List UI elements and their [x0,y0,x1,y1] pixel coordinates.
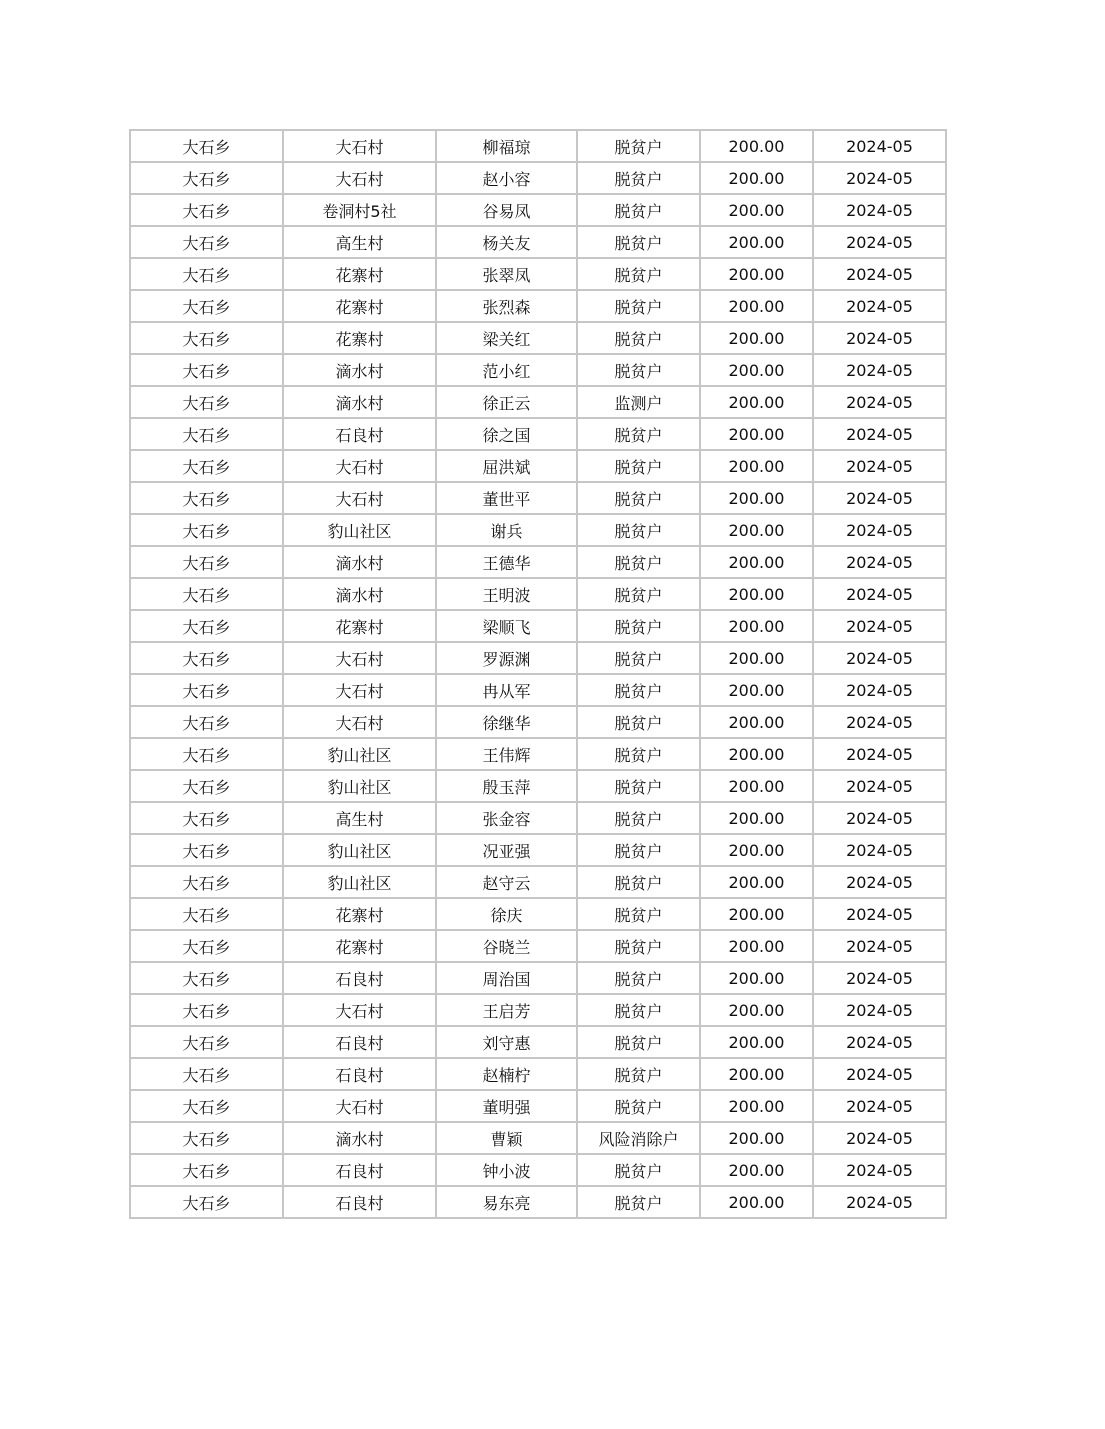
township-cell: 大石乡 [130,610,283,642]
table-body [130,130,946,1218]
township-cell: 大石乡 [130,162,283,194]
period-cell: 2024-05 [813,610,946,642]
period-cell: 2024-05 [813,994,946,1026]
village-cell: 花寨村 [283,610,436,642]
amount-cell: 200.00 [700,226,813,258]
township-cell: 大石乡 [130,546,283,578]
township-cell: 大石乡 [130,866,283,898]
village-cell: 石良村 [283,1026,436,1058]
amount-cell: 200.00 [700,546,813,578]
household-type-cell: 脱贫户 [577,130,700,162]
village-cell: 石良村 [283,1186,436,1218]
township-cell: 大石乡 [130,482,283,514]
table-row [130,930,946,962]
household-type-cell: 脱贫户 [577,1186,700,1218]
village-cell: 豹山社区 [283,834,436,866]
table-row [130,674,946,706]
name-cell: 况亚强 [436,834,577,866]
period-cell: 2024-05 [813,226,946,258]
township-cell: 大石乡 [130,1122,283,1154]
period-cell: 2024-05 [813,546,946,578]
household-type-cell: 脱贫户 [577,354,700,386]
household-type-cell: 风险消除户 [577,1122,700,1154]
name-cell: 谢兵 [436,514,577,546]
table-row [130,738,946,770]
table-row [130,514,946,546]
name-cell: 张金容 [436,802,577,834]
village-cell: 大石村 [283,162,436,194]
village-cell: 花寨村 [283,322,436,354]
table-row [130,1090,946,1122]
period-cell: 2024-05 [813,1186,946,1218]
village-cell: 石良村 [283,962,436,994]
household-type-cell: 脱贫户 [577,290,700,322]
township-cell: 大石乡 [130,258,283,290]
name-cell: 范小红 [436,354,577,386]
table-row [130,1154,946,1186]
name-cell: 谷晓兰 [436,930,577,962]
household-type-cell: 脱贫户 [577,642,700,674]
household-type-cell: 脱贫户 [577,706,700,738]
table-row [130,770,946,802]
village-cell: 滴水村 [283,546,436,578]
amount-cell: 200.00 [700,898,813,930]
name-cell: 钟小波 [436,1154,577,1186]
table-row [130,706,946,738]
table-row [130,802,946,834]
amount-cell: 200.00 [700,962,813,994]
period-cell: 2024-05 [813,354,946,386]
amount-cell: 200.00 [700,514,813,546]
name-cell: 冉从军 [436,674,577,706]
table-row [130,130,946,162]
township-cell: 大石乡 [130,834,283,866]
name-cell: 徐之国 [436,418,577,450]
amount-cell: 200.00 [700,450,813,482]
village-cell: 石良村 [283,418,436,450]
table-row [130,1026,946,1058]
township-cell: 大石乡 [130,1186,283,1218]
name-cell: 张翠凤 [436,258,577,290]
period-cell: 2024-05 [813,322,946,354]
name-cell: 董明强 [436,1090,577,1122]
amount-cell: 200.00 [700,610,813,642]
amount-cell: 200.00 [700,162,813,194]
village-cell: 滴水村 [283,578,436,610]
name-cell: 刘守惠 [436,1026,577,1058]
household-type-cell: 脱贫户 [577,194,700,226]
amount-cell: 200.00 [700,1122,813,1154]
village-cell: 豹山社区 [283,866,436,898]
name-cell: 王启芳 [436,994,577,1026]
village-cell: 花寨村 [283,290,436,322]
table-row [130,578,946,610]
household-type-cell: 脱贫户 [577,898,700,930]
amount-cell: 200.00 [700,706,813,738]
period-cell: 2024-05 [813,290,946,322]
village-cell: 大石村 [283,482,436,514]
household-type-cell: 脱贫户 [577,834,700,866]
name-cell: 罗源渊 [436,642,577,674]
township-cell: 大石乡 [130,386,283,418]
amount-cell: 200.00 [700,354,813,386]
table-row [130,1186,946,1218]
household-type-cell: 脱贫户 [577,994,700,1026]
amount-cell: 200.00 [700,930,813,962]
name-cell: 赵小容 [436,162,577,194]
township-cell: 大石乡 [130,930,283,962]
township-cell: 大石乡 [130,1058,283,1090]
amount-cell: 200.00 [700,674,813,706]
village-cell: 豹山社区 [283,738,436,770]
township-cell: 大石乡 [130,674,283,706]
amount-cell: 200.00 [700,866,813,898]
household-type-cell: 脱贫户 [577,482,700,514]
amount-cell: 200.00 [700,1186,813,1218]
amount-cell: 200.00 [700,994,813,1026]
amount-cell: 200.00 [700,578,813,610]
name-cell: 谷易凤 [436,194,577,226]
township-cell: 大石乡 [130,194,283,226]
township-cell: 大石乡 [130,226,283,258]
township-cell: 大石乡 [130,322,283,354]
amount-cell: 200.00 [700,802,813,834]
name-cell: 周治国 [436,962,577,994]
period-cell: 2024-05 [813,386,946,418]
period-cell: 2024-05 [813,642,946,674]
table-row [130,194,946,226]
period-cell: 2024-05 [813,1058,946,1090]
period-cell: 2024-05 [813,962,946,994]
table-row [130,258,946,290]
township-cell: 大石乡 [130,354,283,386]
table-row [130,290,946,322]
household-type-cell: 脱贫户 [577,674,700,706]
table-row [130,162,946,194]
period-cell: 2024-05 [813,834,946,866]
village-cell: 花寨村 [283,258,436,290]
household-type-cell: 脱贫户 [577,226,700,258]
table-row [130,962,946,994]
village-cell: 滴水村 [283,354,436,386]
village-cell: 滴水村 [283,386,436,418]
village-cell: 滴水村 [283,1122,436,1154]
name-cell: 赵楠柠 [436,1058,577,1090]
table-row [130,994,946,1026]
amount-cell: 200.00 [700,1154,813,1186]
household-type-cell: 监测户 [577,386,700,418]
period-cell: 2024-05 [813,1154,946,1186]
amount-cell: 200.00 [700,290,813,322]
period-cell: 2024-05 [813,1090,946,1122]
amount-cell: 200.00 [700,834,813,866]
village-cell: 花寨村 [283,930,436,962]
household-type-cell: 脱贫户 [577,1026,700,1058]
table-row [130,226,946,258]
village-cell: 花寨村 [283,898,436,930]
table-row [130,898,946,930]
period-cell: 2024-05 [813,482,946,514]
township-cell: 大石乡 [130,802,283,834]
township-cell: 大石乡 [130,578,283,610]
amount-cell: 200.00 [700,482,813,514]
table-row [130,386,946,418]
amount-cell: 200.00 [700,258,813,290]
township-cell: 大石乡 [130,642,283,674]
name-cell: 曹颖 [436,1122,577,1154]
household-type-cell: 脱贫户 [577,738,700,770]
township-cell: 大石乡 [130,962,283,994]
amount-cell: 200.00 [700,1026,813,1058]
name-cell: 赵守云 [436,866,577,898]
table-row [130,834,946,866]
township-cell: 大石乡 [130,738,283,770]
household-type-cell: 脱贫户 [577,258,700,290]
village-cell: 豹山社区 [283,770,436,802]
name-cell: 柳福琼 [436,130,577,162]
township-cell: 大石乡 [130,514,283,546]
township-cell: 大石乡 [130,130,283,162]
period-cell: 2024-05 [813,930,946,962]
township-cell: 大石乡 [130,770,283,802]
amount-cell: 200.00 [700,770,813,802]
period-cell: 2024-05 [813,1122,946,1154]
table-row [130,642,946,674]
household-type-cell: 脱贫户 [577,450,700,482]
village-cell: 大石村 [283,450,436,482]
period-cell: 2024-05 [813,258,946,290]
household-type-cell: 脱贫户 [577,802,700,834]
name-cell: 徐庆 [436,898,577,930]
period-cell: 2024-05 [813,802,946,834]
name-cell: 王明波 [436,578,577,610]
household-type-cell: 脱贫户 [577,1090,700,1122]
village-cell: 大石村 [283,674,436,706]
village-cell: 卷洞村5社 [283,194,436,226]
village-cell: 高生村 [283,802,436,834]
period-cell: 2024-05 [813,898,946,930]
township-cell: 大石乡 [130,290,283,322]
household-type-cell: 脱贫户 [577,962,700,994]
amount-cell: 200.00 [700,194,813,226]
period-cell: 2024-05 [813,866,946,898]
period-cell: 2024-05 [813,162,946,194]
township-cell: 大石乡 [130,1090,283,1122]
township-cell: 大石乡 [130,450,283,482]
name-cell: 梁关红 [436,322,577,354]
village-cell: 大石村 [283,994,436,1026]
period-cell: 2024-05 [813,706,946,738]
amount-cell: 200.00 [700,322,813,354]
name-cell: 梁顺飞 [436,610,577,642]
household-type-cell: 脱贫户 [577,930,700,962]
table-row [130,546,946,578]
period-cell: 2024-05 [813,450,946,482]
period-cell: 2024-05 [813,194,946,226]
table-row [130,1058,946,1090]
household-type-cell: 脱贫户 [577,578,700,610]
name-cell: 王德华 [436,546,577,578]
name-cell: 董世平 [436,482,577,514]
village-cell: 豹山社区 [283,514,436,546]
village-cell: 石良村 [283,1154,436,1186]
period-cell: 2024-05 [813,418,946,450]
township-cell: 大石乡 [130,1154,283,1186]
village-cell: 大石村 [283,642,436,674]
township-cell: 大石乡 [130,898,283,930]
amount-cell: 200.00 [700,738,813,770]
name-cell: 王伟辉 [436,738,577,770]
period-cell: 2024-05 [813,578,946,610]
name-cell: 易东亮 [436,1186,577,1218]
table-row [130,866,946,898]
period-cell: 2024-05 [813,514,946,546]
household-type-cell: 脱贫户 [577,546,700,578]
household-type-cell: 脱贫户 [577,514,700,546]
household-type-cell: 脱贫户 [577,770,700,802]
township-cell: 大石乡 [130,706,283,738]
name-cell: 张烈森 [436,290,577,322]
amount-cell: 200.00 [700,130,813,162]
table-row [130,450,946,482]
township-cell: 大石乡 [130,1026,283,1058]
table-row [130,610,946,642]
household-type-cell: 脱贫户 [577,1058,700,1090]
table-row [130,354,946,386]
name-cell: 徐正云 [436,386,577,418]
table-row [130,418,946,450]
name-cell: 殷玉萍 [436,770,577,802]
household-type-cell: 脱贫户 [577,322,700,354]
village-cell: 大石村 [283,1090,436,1122]
table-row [130,482,946,514]
household-type-cell: 脱贫户 [577,162,700,194]
household-type-cell: 脱贫户 [577,418,700,450]
period-cell: 2024-05 [813,770,946,802]
name-cell: 徐继华 [436,706,577,738]
village-cell: 大石村 [283,130,436,162]
household-type-cell: 脱贫户 [577,1154,700,1186]
village-cell: 高生村 [283,226,436,258]
village-cell: 大石村 [283,706,436,738]
table-row [130,1122,946,1154]
amount-cell: 200.00 [700,418,813,450]
name-cell: 杨关友 [436,226,577,258]
period-cell: 2024-05 [813,1026,946,1058]
amount-cell: 200.00 [700,386,813,418]
table-row [130,322,946,354]
amount-cell: 200.00 [700,642,813,674]
household-type-cell: 脱贫户 [577,866,700,898]
township-cell: 大石乡 [130,418,283,450]
period-cell: 2024-05 [813,130,946,162]
household-type-cell: 脱贫户 [577,610,700,642]
township-cell: 大石乡 [130,994,283,1026]
period-cell: 2024-05 [813,674,946,706]
beneficiary-table [129,129,947,1219]
amount-cell: 200.00 [700,1090,813,1122]
amount-cell: 200.00 [700,1058,813,1090]
village-cell: 石良村 [283,1058,436,1090]
period-cell: 2024-05 [813,738,946,770]
name-cell: 屈洪斌 [436,450,577,482]
